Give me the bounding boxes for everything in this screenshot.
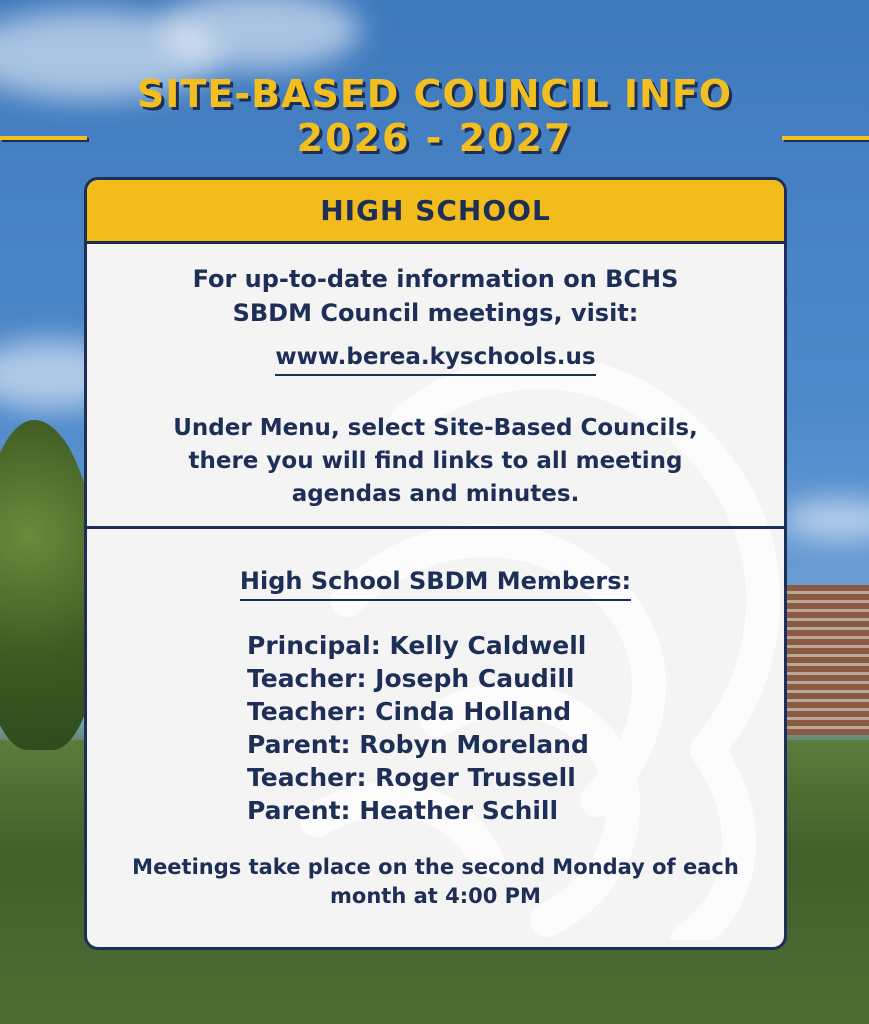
website-link[interactable]: www.berea.kyschools.us <box>275 344 595 376</box>
left-rule <box>0 136 87 140</box>
meeting-line-2: month at 4:00 PM <box>330 884 541 908</box>
list-item: Teacher: Cinda Holland <box>247 697 572 726</box>
instructions-line-2: there you will find links to all meeting <box>188 448 683 474</box>
list-item: Parent: Heather Schill <box>247 796 559 825</box>
intro-line-1: For up-to-date information on BCHS <box>192 265 679 293</box>
building-image <box>774 585 869 735</box>
card-header <box>87 180 784 244</box>
intro-line-2: SBDM Council meetings, visit: <box>232 299 639 327</box>
instructions-line-1: Under Menu, select Site-Based Councils, <box>173 415 698 441</box>
year-label: 2026 - 2027 <box>296 116 573 160</box>
menu-keyword: Menu <box>259 415 331 441</box>
info-card <box>84 177 787 950</box>
instructions-line-3: agendas and minutes. <box>291 481 580 507</box>
list-item: Parent: Robyn Moreland <box>247 730 589 759</box>
list-item: Teacher: Roger Trussell <box>247 763 576 792</box>
members-list <box>247 629 589 827</box>
members-heading: High School SBDM Members: <box>240 567 631 601</box>
meeting-line-1: Meetings take place on the second Monday of each <box>132 855 739 879</box>
list-item: Teacher: Joseph Caudill <box>247 664 575 693</box>
list-item: Principal: Kelly Caldwell <box>247 631 587 660</box>
right-rule <box>782 136 869 140</box>
info-section <box>87 244 784 529</box>
councils-keyword: Site-Based Councils <box>433 415 690 441</box>
card-heading: HIGH SCHOOL <box>320 194 551 227</box>
instructions-text <box>87 412 784 511</box>
year-row <box>0 116 869 160</box>
meeting-schedule <box>87 853 784 911</box>
page-title: SITE-BASED COUNCIL INFO <box>136 72 733 116</box>
intro-text <box>87 262 784 330</box>
